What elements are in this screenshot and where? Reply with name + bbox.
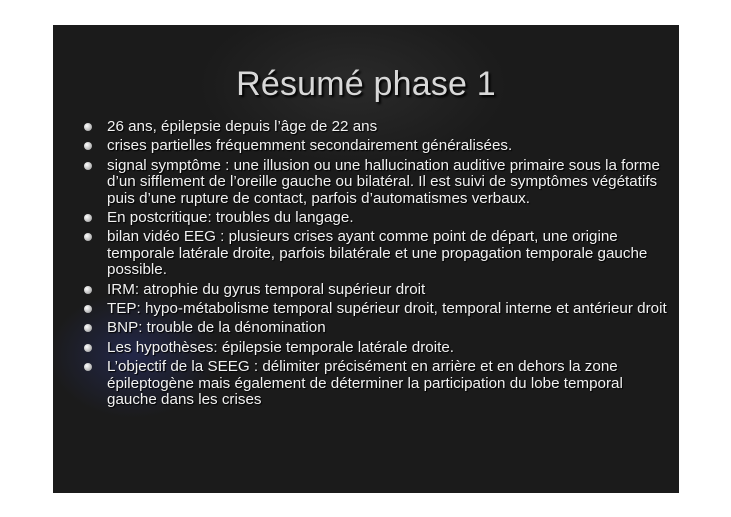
bullet-text: crises partielles fréquemment secondairement généralisées. <box>107 137 513 155</box>
bullet-list <box>81 119 671 412</box>
bullet-text: IRM: atrophie du gyrus temporal supérieur droit <box>107 280 426 298</box>
bullet-text: TEP: hypo-métabolisme temporal supérieur droit, temporal interne et antérieur droit <box>107 300 667 318</box>
bullet-dot-icon <box>84 305 92 313</box>
bullet-dot-icon <box>84 214 92 222</box>
bullet-dot-icon <box>84 162 92 170</box>
slide-title: Résumé phase 1 <box>236 65 496 103</box>
bullet-dot-icon <box>84 233 92 241</box>
bullet-item <box>81 229 671 278</box>
bullet-dot-icon <box>84 324 92 332</box>
bullet-dot-icon <box>84 286 92 294</box>
bullet-item <box>81 301 671 317</box>
bullet-text: 26 ans, épilepsie depuis l’âge de 22 ans <box>107 118 378 135</box>
bullet-item <box>81 340 671 356</box>
bullet-text: L’objectif de la SEEG : délimiter précisément en arrière et en dehors la zone épileptogène mais également de déterminer la participation du lobe temporal gauche dans les crises <box>107 358 623 409</box>
bullet-text: BNP: trouble de la dénomination <box>107 319 326 337</box>
slide <box>53 25 679 493</box>
bullet-item <box>81 282 671 298</box>
bullet-text: bilan vidéo EEG : plusieurs crises ayant comme point de départ, une origine temporale latérale droite, parfois bilatérale et une propagation temporale gauche possible. <box>107 228 648 279</box>
bullet-item <box>81 158 671 207</box>
bullet-item <box>81 320 671 336</box>
bullet-text: signal symptôme : une illusion ou une hallucination auditive primaire sous la forme d’un sifflement de l’oreille gauche ou bilatéral. Il est suivi de symptômes végétatifs puis d’une rupture de contact, parfois d’automatismes verbaux. <box>107 156 660 207</box>
bullet-item <box>81 359 671 408</box>
bullet-dot-icon <box>84 363 92 371</box>
bullet-text: En postcritique: troubles du langage. <box>107 209 354 227</box>
bullet-item <box>81 210 671 226</box>
bullet-dot-icon <box>84 344 92 352</box>
bullet-dot-icon <box>84 123 92 131</box>
bullet-text: Les hypothèses: épilepsie temporale latérale droite. <box>107 338 454 356</box>
bullet-dot-icon <box>84 142 92 150</box>
bullet-item <box>81 119 671 135</box>
bullet-item <box>81 138 671 154</box>
